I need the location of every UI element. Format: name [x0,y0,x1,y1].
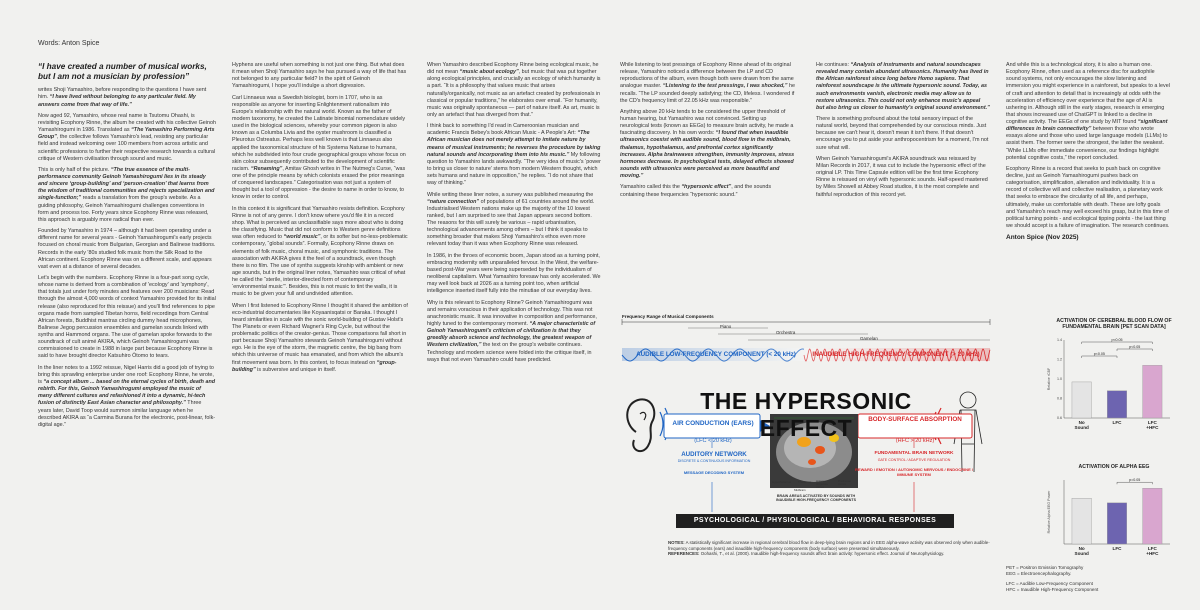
air-conduction-range: (LFC < 20 kHz) [694,438,732,444]
hypersonic-infographic [608,314,998,557]
category-label: +HFC [1146,425,1159,431]
bar [1143,488,1162,544]
chart-title: ACTIVATION OF CEREBRAL BLOOD FLOW OF FUNDAMENTAL BRAIN [PET SCAN DATA] [1056,318,1172,331]
alpha-eeg-chart-plot [1004,470,1180,566]
byline: Words: Anton Spice [38,40,100,47]
column-body [1006,62,1170,230]
notes [668,540,998,557]
brain-label-prefrontal: Prefrontal cortex [838,479,852,486]
paragraph: Anything above 20 kHz tends to be considered the upper threshold of human hearing, but Yamashiro was not convinced. Setting up neurological tests (known as EEGs) to measure brain activity, he made a fascinating discovery. In his own words: “I found that when inaudible ultrasonics coexist with audible sound, blood flow in the midbrain, thalamus, hypothalamus, and prefrontal cortex significantly increases. Alpha brainwaves strengthen, immunity improves, stress hormones decrease. In psychological tests, delayed effects showed sounds with ultrasonics were perceived as more beautiful and moving.” [620,108,795,180]
legend-line: LFC = Audible Low-Frequency Component [1006,580,1093,586]
legend-line: PET = Positron Emission Tomography [1006,565,1084,570]
legend-line: EEG = Electroencephalography. [1006,570,1072,576]
brain-label-thalamus: Thalamus [798,480,812,484]
bar [1072,499,1091,545]
paragraph: writes Shoji Yamashiro, before responding to the questions I have sent him. “I have lived without belonging to any particular field. My answers come from that way of life.” [38,87,207,108]
paragraph: In 1986, in the throes of economic boom, Japan stood as a turning point, embracing modernity with unparalleled fervour. In the West, the welfare-based post-War years were being superseded by the individualism of neoliberal capitalism. What Yamashiro foresaw has only accelerated. We may well look back at 2026 as a turning point too, when artificial intelligence inserted itself fully into the minutiae of our everyday lives. [427,252,601,295]
y-tick-label: 0.8 [1057,397,1062,402]
paragraph: And while this is a technological story, it is also a human one. Ecophony Rinne, often used as a reference disc for audiophile sound systems, not only encourages the slow listening and immersion you might experience in a rainforest, but speaks to a level of craft and attention to detail that is increasingly at odds with the acceleration of efficiency over experience that the age of AI is ushering in. Although still in the early stages, research is emerging that shows increased use of ChatGPT is linked to a decline in cognitive activity. The EEGs of one study by MIT found “significant differences in brain connectivity” between those who wrote essays alone and those who used large language models (LLMs) to assist them. The former were the strongest, the latter the weakest. “While LLMs offer immediate convenience, our findings highlight potential cognitive costs,” the report concluded. [1006,62,1170,161]
category-label: Sound [1074,425,1089,431]
ear-illustration [627,399,654,451]
rcbf-chart-plot [1004,330,1180,440]
brain-label-acc: Anterior cingulate cortex [816,479,829,489]
category-label: LFC [1112,420,1122,426]
category-label: Sound [1074,551,1089,557]
bar [1072,382,1091,418]
column-body [38,87,216,429]
paragraph: There is something profound about the total sensory impact of the natural world, beyond that comprehended by our conscious minds. Just because we can't hear it, doesn't mean it isn't there. If that doesn't encourage you to put aside your anthropocentrism for a moment, I'm not sure what will. [816,116,989,151]
notes-label: NOTES: [668,540,685,545]
auditory-network-label: AUDITORY NETWORK [681,451,747,458]
brain-caption: BRAIN AREAS ACTIVATED BY SOUNDS WITH INAUDIBLE HIGH-FREQUENCY COMPONENTS [776,494,856,503]
paragraph: Hyphens are useful when something is not just one thing. But what does it mean when Shoji Yamashiro says he has pursued a way of life that has not belonged to any particular field? In the spirit of Geinoh Yamashirogumi, I hope you'll indulge a short digression. [232,62,407,90]
paragraph: This is only half of the picture. “The true essence of the multi-performance community Geinoh Yamashirogumi lies in its steady and sincere ‘group-building’ and ‘person-creation’ that learns from the wisdom of traditional communities and rejects specialization and single-function;” reads a translation from the group's website. As a guiding philosophy, Geinoh Yamashirogumi challenges conventions in form and process too. Forty years since Ecophony Rinne was released, this approach is arguably more radical than ever. [38,166,215,223]
text-column-4 [620,62,796,203]
significance-label: p<0.05 [1093,352,1105,357]
fundamental-network-label: FUNDAMENTAL BRAIN NETWORK [874,451,954,456]
paragraph: In the liner notes to a 1992 reissue, Nigel Harris did a good job of trying to bring this sprawling enterprise under one roof: Ecophony Rinne, he wrote, is “a concept album ... based on the eternal cycles of birth, death and rebirth. For this, Geinoh Yamashirogumi employed the music of many different cultures and refashioned it into a dynamic, hi-tech fusion of distinctly East Asian character and philosophy.” Three years later, David Toop would summon similar language when he described AKIRA as “a Carmina Burana for the electronic, post-linear, folk-digital age.” [38,364,216,428]
paragraph: He continues: “Analysis of instruments and natural soundscapes revealed many contain abundant ultrasonics. Humanity has lived in the African rainforest since long before Homo sapiens. That rainforest soundscape is the ultimate hypersonic sound. Today, as such environments vanish, electronic media may allow us to restore ultrasonics. This could not only enhance music's appeal but also bring us closer to humanity's original sound environment.” [816,62,990,111]
text-column-2 [232,62,408,378]
paragraph: When Yamashiro described Ecophony Rinne being ecological music, he did not mean “music about ecology”, but music that was put together along ecological principles, and crucially an ecology of which humanity is a part. “It is a philosophy that values music that arises naturally/organically, not music as an artefact created by professionals in classical or popular traditions,” he elaborates over email. “For humanity, music was originally spontaneous — part of nature itself. As art, music is only an artefact that has diverged from that.” [427,62,601,118]
message-system-label: MESSAGE DECODING SYSTEM [683,470,745,475]
paragraph: In this context it is significant that Yamashiro resists definition. Ecophony Rinne is not of any genre. I don't know where you'd file it in a record shop. What is perceived as unclassifiable says more about who is doing the classifying. Music that did not conform to Western genre definitions was often reduced to “world music”, or its softer but no-less-problematic contemporary, “global sounds”. Formally, Ecophony Rinne draws on elements of folk music, choral music, and symphonic traditions. The association with AKIRA gives it the feel of a soundtrack, even though there is no film. The use of synths suggests kinship with ambient or new age sounds, but in the original liner notes, Yamashiro was critical of what he called the “sterile, interior-directed form of contemporary ‘environmental music’”. Besides, this is not music to tint the walls, it is music to be given your full and undivided attention. [232,205,408,298]
bar [1107,503,1126,544]
paragraph: When I first listened to Ecophony Rinne I thought it shared the ambition of eco-industrial documentaries like Koyaanisqatsi or Baraka. I thought I heard similarities in scale with the sonic world-building of Gustav Holst's The Planets or even Richard Wagner's Ring Cycle, but without the problematic politics of the creator-genius. Those comparisons fall short in part because Shoji Yamashiro stewards Geinoh Yamashirogumi without ego. He is the eye of the storm, the magnetic centre, the big bang from which this universe of music has emanated, and from which the album's first movement was born. In this context, to focus instead on “group-building” is subversive and unique in itself. [232,302,408,373]
pull-quote: “I have created a number of musical works, but I am not a musician by profession” [38,62,207,81]
references-text: Oohashi, T., et al. (2000). Inaudible high-frequency sounds affect brain activity: hypersonic effect. Journal of Neurophysiology. [700,551,945,557]
chart-title: ACTIVATION OF ALPHA EEG [1078,464,1150,470]
fundamental-network-sub: GATE CONTROL / ADAPTIVE REGULATION [877,458,951,462]
category-label: No [1078,420,1085,426]
abbreviation-legend [1006,565,1176,593]
y-axis-label: Relative Alpha EEG Power [1047,490,1051,534]
y-axis-label: Relative rCBF [1047,368,1051,391]
bar [1107,391,1126,418]
references-label: REFERENCES: [668,551,700,557]
y-tick-label: 1.2 [1057,358,1062,363]
significance-bracket [1117,349,1152,351]
significance-label: p<0.05 [1129,345,1141,350]
paragraph: Why is this relevant to Ecophony Rinne? Geinoh Yamashirogumi was and remains voracious in their application of technology. This was not anachronistic music. It was innovative in composition and performance, highly tuned to the contemporary moment. “A major characteristic of Geinoh Yamashirogumi's criticism of civilization is that they greedily absorb science and technology, the greatest weapon of Western civilization,” the text on the group's website continues. Technology and modern science were folded into the critique itself, in ways that not even Yamashiro could have predicted. [427,299,597,363]
significance-bracket [1117,482,1152,484]
reward-system-label: REWARD / EMOTION / AUTONOMIC NERVOUS / ENDOCRINE / IMMUNE SYSTEM [855,467,973,477]
significance-label: p=0.05 [1129,478,1141,483]
paragraph: I think back to something I'd read in Cameroonian musician and academic Francis Bebey's book African Music - A People's Art: “The African musician does not merely attempt to imitate nature by means of musical instruments; he reverses the procedure by taking natural sounds and incorporating them into his music.” My following question to Yamashiro lands awkwardly. “The very idea of music's ‘power to bring us closer to nature’ stems from modern Western thought, which sets humans and nature in opposition,” he replies. “I do not share that way of thinking.” [427,123,601,187]
text-column-1 [38,62,216,433]
category-label: +HFC [1146,551,1159,557]
category-label: LFC [1112,546,1122,552]
category-label: No [1078,546,1085,552]
auditory-network-sub: DISCRETE & CONTINUOUS INFORMATION [677,459,751,463]
paragraph: While listening to test pressings of Ecophony Rinne ahead of its original release, Yamashiro noticed a difference between the LP and CD reproductions of the album, even though both were drawn from the same analogue master. “Listening to the test pressings, I was shocked,” he recalls. “The LP sounded deeply satisfying; the CD, lifeless. I wondered if the CD's frequency limit of 22.05 kHz was responsible.” [620,62,795,104]
y-tick-label: 0.6 [1057,416,1062,421]
paragraph: Yamashiro called this the “hypersonic effect”, and the sounds containing these frequencies “hypersonic sound.” [620,184,772,198]
category-label: LFC [1147,420,1157,426]
rcbf-chart [1004,318,1180,440]
paragraph: Now aged 92, Yamashiro, whose real name is Tsutomu Ohashi, is revisiting Ecophony Rinne, the album he created with his collective Geinoh Yamashirogumi in 1986. Translated as “The Yamashiro Performing Arts Group”, the collective follows Yamashiro's lead, resisting any particular field and instead welcoming over 100 members from across artistic and scientific professions to further their respective research towards a cultural critique of Western civilisation through sound and music. [38,112,216,162]
notes-text: A statistically significant increase in regional cerebral blood flow in deep-lying brain regions and in EEG alpha-wave activity was observed only when audible-frequency components (ears) and inaudible high-frequency components (body surface) were presented simultaneously. [668,540,990,551]
low-frequency-component-label: AUDIBLE LOW-FREQUENCY COMPONENT (< 20 kHz) [636,351,796,358]
body-absorption-range: (HFC > 20 kHz) [895,438,935,444]
gamelan-label: Gamelan [860,336,878,341]
alpha-eeg-chart [1004,464,1180,566]
legend-line: HFC = Inaudible High-Frequency Component [1006,586,1099,592]
high-frequency-component-label: INAUDIBLE HIGH-FREQUENCY COMPONENT (> 20 kHz) [812,351,980,358]
paragraph: Founded by Yamashiro in 1974 – although it had been operating under a different name for several years - Geinoh Yamashirogumi's early projects focused on choral music from Bulgarian, Georgian and Balinese traditions. Records in the early '80s studied folk music from the Silk Road to the African continent. Ecophony Rinne was on a different scale, and appears vast even at a distance of several decades. [38,228,216,270]
text-column-5 [816,62,990,203]
paragraph: When Geinoh Yamashirogumi's AKIRA soundtrack was reissued by Milan Records in 2017, it was cut to include the hypersonic effect of the original LP. This Time Capsule edition will be the first time Ecophony Rinne is reissued on vinyl with hypersonic sounds. Half-speed mastered by Miles Showell at Abbey Road studios, it is the most complete and faithful reproduction of this record yet. [816,155,988,198]
responses-bar: PSYCHOLOGICAL / PHYSIOLOGICAL / BEHAVIORAL RESPONSES [676,514,954,528]
air-conduction-label: AIR CONDUCTION (EARS) [672,420,754,427]
significance-bracket [1082,342,1153,344]
paragraph: Ecophony Rinne is a record that seeks to push back on cognitive decline, just as Geinoh Yamashirogumi pushes back on categorisation, simplification, alienation and individuality. It is a record of collective will and collective realisation, a planetary work that seeks to embrace the circularity of all life, and perhaps, ultimately, make us comfortable with death. These are lofty goals and Yamashiro's reach may well exceed his grasp, but in this time of political turning points - and ecological tipping points - the last thing we should accept is a failure of imagination. The research continues. [1006,165,1170,229]
brain-label-midbrain: Midbrain [794,488,806,492]
text-column-6 [1006,62,1170,243]
signature: Anton Spice (Nov 2025) [1006,234,1079,242]
paragraph: While writing these liner notes, a survey was published measuring the “nature connection” of populations of 61 countries around the world. Industrialised Western nations make up the majority of the 10 lowest ranked, but I am surprised to see that Japan appears second bottom. The reasons for this will surely be various – rapid urbanisation, technological advancements among others – but I think it speaks to something broader that makes Shoji Yamashiro's ethos even more relevant today than it was when Ecophony Rinne was released. [427,191,595,248]
paragraph: Carl Linnaeus was a Swedish biologist, born in 1707, who is as responsible as anyone for inserting Enlightenment rationalism into Europe's relationship with the natural world. Known as the father of modern taxonomy, he created the Latinate binomial nomenclature widely used in the biological sciences, whereby your common pigeon is also known as a Columba Livia and the oyster mushroom is classified a Pleurotus Ostreatus. Perhaps less well known is that Linnaeus also applied the taxonomical structure of his Systema Naturae to humans, which he subdivided into four crude geographical groups whose focus on skin colour subsequently contributed to the development of scientific racism. “Renaming”, Amitav Ghosh writes in The Nutmeg's Curse, “was one of the principle means by which colonists erased the prior meanings of conquered landscapes.” Categorisation was not just a system of thought but a tool of oppression - the desire to name in order to know, to know in order to control. [232,94,406,201]
text-column-3 [427,62,601,368]
body-absorption-label: BODY-SURFACE ABSORPTION [868,416,962,423]
significance-bracket [1082,356,1117,358]
category-label: LFC [1147,546,1157,552]
piano-label: Piano [720,324,732,329]
orchestra-label: Orchestra [776,330,796,335]
brain-label-hypothalamus: Hypothalamus [772,480,792,484]
paragraph: Let's begin with the numbers. Ecophony Rinne is a four-part song cycle, whose name is derived from a combination of 'ecology' and 'symphony', that totals just under forty minutes and features over 200 musicians: Read through the almost 4,000 words of context Yamashiro provided for its initial release (also reproduced for this reissue) and you'll find references to pipe organs made from sampled Tibetan horns, field recordings from Central African forests, Buddhist mantras circling dummy head microphones, Balinese Jegog percussion ensembles and gamelan sounds linked with synths and Hammond organs. The use of gamelan spoke forwards to the soundtrack of cult animé AKIRA, which Geinoh Yamashirogumi was commissioned to create in 1988 in large part because Ecophony Rinne is said to have brought director Katsuhiro Ōtomo to tears. [38,275,216,360]
significance-label: p<0.05 [1111,338,1123,343]
infographic-title: THE HYPERSONIC EFFECT [700,388,912,441]
bar [1143,366,1162,419]
y-tick-label: 1.0 [1057,377,1062,382]
y-tick-label: 1.4 [1057,338,1062,343]
frequency-range-label: Frequency Range of Musical Components [622,314,714,319]
